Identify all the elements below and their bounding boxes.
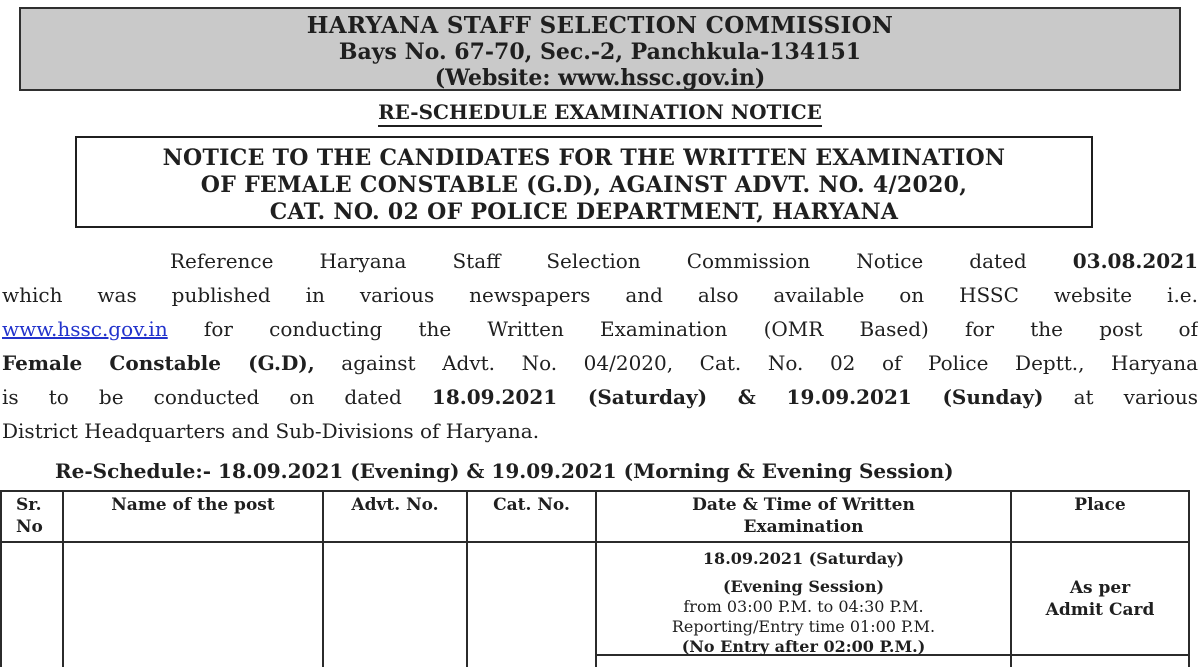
session-1-block [597,543,1010,656]
notice-heading [0,100,1200,124]
session-1-no-entry: (No Entry after 02:00 P.M.) [681,637,926,656]
paragraph-line-1 [2,244,1198,278]
place-block [1012,543,1188,656]
cell-cat-no [468,543,597,667]
paragraph-text: against Advt. No. 04/2020, Cat. No. 02 of Police Deptt., Haryana [314,351,1198,375]
hssc-website-link[interactable]: www.hssc.gov.in [2,317,168,341]
notice-date-bold: 03.08.2021 [1072,249,1198,273]
session-1-date: 18.09.2021 (Saturday) [702,549,905,568]
paragraph-text: which was published in various newspapers and also available on HSSC website i.e. [2,283,1198,307]
place-line-1: As per [1069,577,1131,598]
cell-post-name [64,543,324,667]
notice-title-line-1: NOTICE TO THE CANDIDATES FOR THE WRITTEN EXAMINATION [162,145,1006,171]
post-name-bold: Female Constable (G.D), [2,351,315,375]
paragraph-text: Reference Haryana Staff Selection Commission Notice dated [170,249,1073,273]
cell-sr-no [2,543,64,667]
notice-title-line-2: OF FEMALE CONSTABLE (G.D), AGAINST ADVT. NO. 4/2020, [200,172,968,198]
paragraph-text: for conducting the Written Examination (OMR Based) for the post of [167,317,1198,341]
session-1-reporting: Reporting/Entry time 01:00 P.M. [671,617,936,636]
letterhead-box [19,7,1181,91]
reference-paragraph [2,244,1198,448]
commission-address: Bays No. 67-70, Sec.-2, Panchkula-134151 [338,39,862,65]
notice-title-box [75,136,1093,228]
col-header-post-name: Name of the post [64,492,324,541]
exam-schedule-table [0,490,1190,667]
paragraph-text: is to be conducted on dated [2,385,432,409]
paragraph-text: at various [1043,385,1198,409]
notice-title-line-3: CAT. NO. 02 OF POLICE DEPARTMENT, HARYANA [269,199,899,225]
session-1-spacer [597,569,1010,577]
paragraph-line-6 [2,414,1198,448]
reschedule-summary: Re-Schedule:- 18.09.2021 (Evening) & 19.09.2021 (Morning & Evening Session) [55,459,954,483]
commission-website: (Website: www.hssc.gov.in) [434,65,766,91]
notice-heading-text: RE-SCHEDULE EXAMINATION NOTICE [378,100,822,127]
session-1-time: from 03:00 P.M. to 04:30 P.M. [683,597,924,616]
cell-date-time [597,543,1012,667]
col-header-cat-no: Cat. No. [468,492,597,541]
paragraph-line-3 [2,312,1198,346]
paragraph-line-2 [2,278,1198,312]
place-line-2: Admit Card [1045,599,1155,620]
col-header-advt-no: Advt. No. [324,492,468,541]
cell-advt-no [324,543,468,667]
col-header-place: Place [1074,495,1126,515]
col-header-date-time: Date & Time of Written Examination [597,492,1012,541]
table-header-row [2,492,1188,543]
cell-place [1012,543,1188,667]
col-header-sr-no: Sr. No [2,492,64,541]
session-1-name: (Evening Session) [722,577,885,596]
paragraph-line-4 [2,346,1198,380]
paragraph-text: District Headquarters and Sub-Divisions of Haryana. [2,419,540,443]
commission-name: HARYANA STAFF SELECTION COMMISSION [306,12,894,39]
exam-dates-bold: 18.09.2021 (Saturday) & 19.09.2021 (Sunday) [431,385,1044,409]
table-row [2,543,1188,667]
paragraph-line-5 [2,380,1198,414]
